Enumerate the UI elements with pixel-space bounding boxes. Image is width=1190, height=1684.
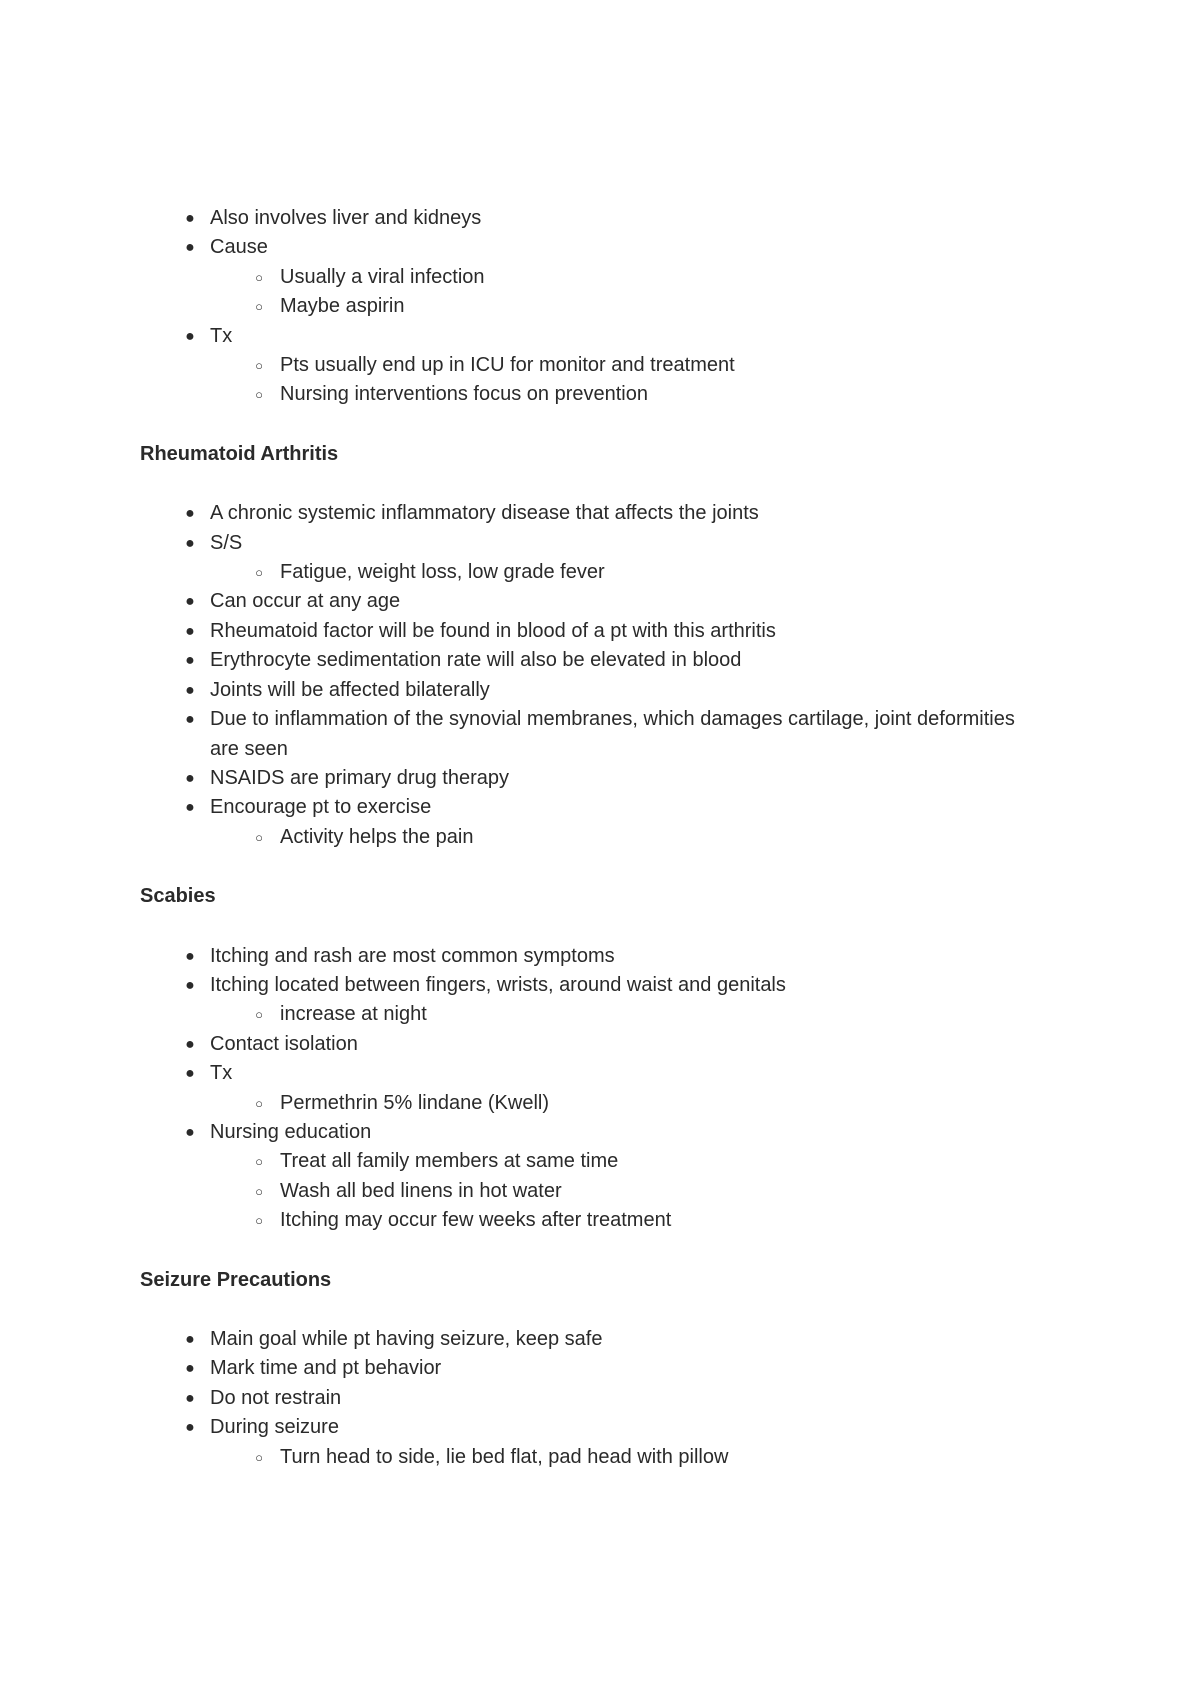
hollow-bullet-icon: ○ (255, 1154, 263, 1170)
list-item (185, 1059, 1040, 1118)
list-item (185, 1384, 1040, 1413)
sub-bullet-list (210, 558, 1040, 587)
sub-list-item (255, 823, 1040, 852)
filled-bullet-icon: ● (185, 711, 195, 729)
list-item (185, 322, 1040, 410)
section-seizure-precautions (140, 1325, 1040, 1472)
hollow-bullet-icon: ○ (255, 358, 263, 374)
sub-list-item-text: increase at night (280, 1003, 427, 1026)
hollow-bullet-icon: ○ (255, 829, 263, 845)
list-item-text: Main goal while pt having seizure, keep safe (210, 1328, 603, 1350)
filled-bullet-icon: ● (185, 239, 195, 257)
filled-bullet-icon: ● (185, 505, 195, 523)
list-item (185, 1354, 1040, 1383)
list-item (185, 204, 1040, 233)
hollow-bullet-icon: ○ (255, 387, 263, 403)
list-item (185, 705, 1040, 764)
list-item-text: Contact isolation (210, 1032, 358, 1055)
sub-list-item (255, 1147, 1040, 1176)
sub-list-item (255, 1089, 1040, 1118)
sub-list-item (255, 263, 1040, 292)
list-item-text: Tx (210, 1062, 233, 1085)
filled-bullet-icon: ● (185, 769, 195, 787)
bullet-list (140, 1325, 1040, 1472)
list-item-text: Rheumatoid factor will be found in blood of a pt with this arthritis (210, 619, 776, 642)
sub-list-item-text: Permethrin 5% lindane (Kwell) (280, 1091, 550, 1114)
sub-bullet-list (210, 1443, 1040, 1472)
list-item-text: NSAIDS are primary drug therapy (210, 766, 510, 789)
filled-bullet-icon: ● (185, 799, 195, 817)
list-item (185, 499, 1040, 528)
sub-list-item (255, 351, 1040, 380)
filled-bullet-icon: ● (185, 534, 195, 552)
list-item-text: Also involves liver and kidneys (210, 207, 482, 229)
section-heading-seizure-precautions: Seizure Precautions (140, 1268, 332, 1291)
sub-list-item (255, 292, 1040, 321)
hollow-bullet-icon: ○ (255, 565, 263, 581)
sub-list-item-text: Pts usually end up in ICU for monitor and treatment (280, 354, 735, 377)
list-item (185, 646, 1040, 675)
list-item (185, 1325, 1040, 1354)
list-item (185, 1030, 1040, 1059)
filled-bullet-icon: ● (185, 1360, 195, 1378)
hollow-bullet-icon: ○ (255, 1183, 263, 1199)
hollow-bullet-icon: ○ (255, 1213, 263, 1229)
filled-bullet-icon: ● (185, 681, 195, 699)
section-scabies (140, 942, 1040, 1236)
filled-bullet-icon: ● (185, 593, 195, 611)
sub-bullet-list (210, 1089, 1040, 1118)
sub-list-item (255, 1206, 1040, 1235)
list-item (185, 942, 1040, 971)
sub-list-item-text: Maybe aspirin (280, 295, 405, 318)
list-item (185, 587, 1040, 616)
list-item-text: Itching and rash are most common symptoms (210, 944, 615, 967)
sub-list-item-text: Usually a viral infection (280, 265, 485, 288)
sub-bullet-list (210, 1000, 1040, 1029)
sub-list-item (255, 1443, 1040, 1472)
hollow-bullet-icon: ○ (255, 1449, 263, 1465)
sub-bullet-list (210, 263, 1040, 322)
sub-bullet-list (210, 1147, 1040, 1235)
sub-list-item-text: Treat all family members at same time (280, 1150, 619, 1173)
list-item-text: Cause (210, 236, 268, 259)
section-heading-scabies: Scabies (140, 885, 216, 908)
list-item-text: Can occur at any age (210, 590, 401, 613)
filled-bullet-icon: ● (185, 1123, 195, 1141)
hollow-bullet-icon: ○ (255, 1007, 263, 1023)
list-item-text: Joints will be affected bilaterally (210, 678, 490, 701)
sub-list-item-text: Wash all bed linens in hot water (280, 1179, 562, 1202)
bullet-list (140, 499, 1040, 852)
filled-bullet-icon: ● (185, 652, 195, 670)
list-item (185, 971, 1040, 1030)
filled-bullet-icon: ● (185, 1065, 195, 1083)
sub-list-item-text: Itching may occur few weeks after treatment (280, 1209, 672, 1232)
sub-list-item (255, 1000, 1040, 1029)
sub-bullet-list (210, 351, 1040, 410)
hollow-bullet-icon: ○ (255, 299, 263, 315)
filled-bullet-icon: ● (185, 1419, 195, 1437)
list-item-text: Erythrocyte sedimentation rate will also be elevated in blood (210, 649, 742, 672)
sub-bullet-list (210, 823, 1040, 852)
sub-list-item-text: Turn head to side, lie bed flat, pad head with pillow (280, 1445, 729, 1468)
list-item (185, 617, 1040, 646)
list-item (185, 1118, 1040, 1236)
filled-bullet-icon: ● (185, 1389, 195, 1407)
list-item-text: Due to inflammation of the synovial membranes, which damages cartilage, joint deformities are seen (210, 708, 1015, 760)
bullet-list (140, 942, 1040, 1236)
section-heading-rheumatoid-arthritis: Rheumatoid Arthritis (140, 442, 339, 465)
list-item (185, 676, 1040, 705)
list-item (185, 1413, 1040, 1472)
list-item (185, 764, 1040, 793)
list-item (185, 529, 1040, 588)
filled-bullet-icon: ● (185, 947, 195, 965)
list-item-text: Itching located between fingers, wrists, around waist and genitals (210, 973, 786, 996)
sub-list-item-text: Nursing interventions focus on prevention (280, 383, 648, 406)
list-item-text: Nursing education (210, 1120, 372, 1143)
list-item (185, 233, 1040, 321)
list-item-text: Mark time and pt behavior (210, 1357, 442, 1380)
list-item (185, 793, 1040, 852)
filled-bullet-icon: ● (185, 1035, 195, 1053)
sub-list-item (255, 558, 1040, 587)
list-item-text: Encourage pt to exercise (210, 796, 432, 819)
section-intro (140, 204, 1040, 410)
hollow-bullet-icon: ○ (255, 269, 263, 285)
bullet-list (140, 204, 1040, 410)
filled-bullet-icon: ● (185, 210, 195, 227)
filled-bullet-icon: ● (185, 976, 195, 994)
sub-list-item (255, 380, 1040, 409)
filled-bullet-icon: ● (185, 327, 195, 345)
list-item-text: Do not restrain (210, 1386, 342, 1409)
list-item-text: A chronic systemic inflammatory disease that affects the joints (210, 502, 759, 525)
list-item-text: S/S (210, 531, 243, 554)
sub-list-item (255, 1177, 1040, 1206)
filled-bullet-icon: ● (185, 622, 195, 640)
sub-list-item-text: Activity helps the pain (280, 825, 474, 848)
filled-bullet-icon: ● (185, 1331, 195, 1348)
section-rheumatoid-arthritis (140, 499, 1040, 852)
sub-list-item-text: Fatigue, weight loss, low grade fever (280, 561, 605, 584)
hollow-bullet-icon: ○ (255, 1095, 263, 1111)
list-item-text: Tx (210, 324, 233, 347)
list-item-text: During seizure (210, 1416, 339, 1439)
